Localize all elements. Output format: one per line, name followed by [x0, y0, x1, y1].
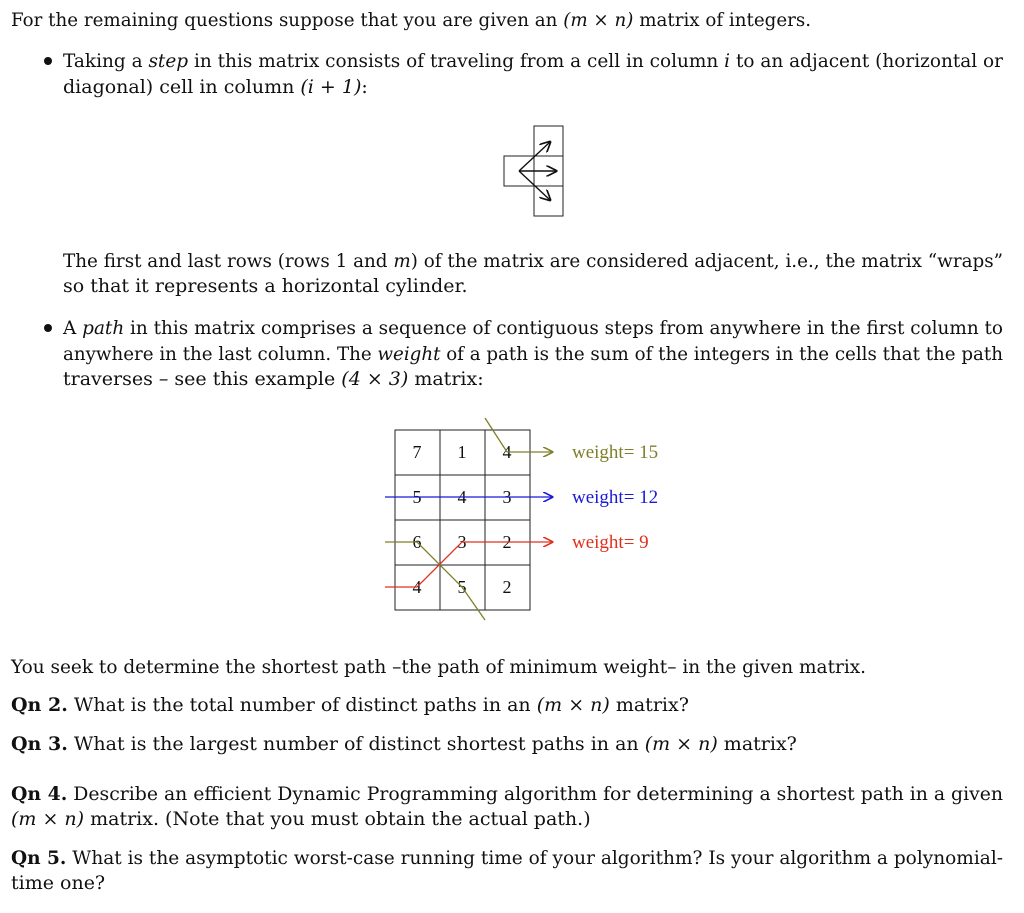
step-cell-up — [534, 126, 563, 156]
bullet-path — [44, 324, 52, 332]
step-text-b2: : — [361, 76, 368, 98]
path-text-c2: matrix: — [408, 368, 484, 390]
cell-r4-c3: 2 — [502, 577, 512, 597]
cell-r2-c3: 3 — [502, 487, 512, 507]
path-line-3 — [63, 366, 484, 392]
wrap-line-2: so that it represents a horizontal cylinder. — [63, 275, 468, 297]
question-3 — [11, 731, 797, 757]
question-5-line-1 — [11, 845, 1003, 871]
path-example-dims: (4 × 3) — [341, 368, 409, 390]
question-2-text-b: matrix? — [609, 694, 689, 716]
cell-r1-c2: 1 — [457, 442, 467, 462]
question-3-dims: (m × n) — [644, 733, 718, 755]
cell-r3-c1: 6 — [412, 532, 422, 552]
question-3-text-b: matrix? — [717, 733, 797, 755]
cell-r3-c3: 2 — [502, 532, 512, 552]
wrap-m: m — [393, 250, 411, 272]
question-5-text-a: What is the asymptotic worst-case running time of your algorithm? Is your algorithm a polynomial- — [66, 847, 1004, 869]
question-3-label: Qn 3. — [11, 733, 68, 755]
weight-labels — [572, 442, 658, 553]
path-text-c1: traverses – see this example — [63, 368, 342, 390]
weight-label-blue: weight= 12 — [572, 487, 659, 508]
cell-r1-c3: 4 — [502, 442, 512, 462]
question-5-line-2: time one? — [11, 872, 106, 894]
step-word: step — [148, 50, 189, 72]
step-line-2 — [63, 74, 368, 100]
question-2 — [11, 692, 689, 718]
path-word: path — [82, 317, 125, 339]
step-text-a2: in this matrix consists of traveling from a cell in column — [188, 50, 725, 72]
cell-r2-c2: 4 — [457, 487, 467, 507]
question-4-text-a: Describe an efficient Dynamic Programming algorithm for determining a shortest path in a given — [67, 783, 1004, 805]
path-text-a1: A — [63, 317, 83, 339]
step-diagram — [500, 122, 570, 220]
weight-label-olive: weight= 15 — [572, 442, 659, 463]
step-text-a3: to an adjacent (horizontal or — [730, 50, 1004, 72]
cell-r1-c1: 7 — [412, 442, 422, 462]
question-4-label: Qn 4. — [11, 783, 68, 805]
intro-text-before: For the remaining questions suppose that you are given an — [11, 9, 564, 31]
path-text-a2: in this matrix comprises a sequence of contiguous steps from anywhere in the first column to — [124, 317, 1004, 339]
step-cell-down — [534, 186, 563, 216]
question-2-text-a: What is the total number of distinct paths in an — [67, 694, 537, 716]
wrap-text-1a: The first and last rows (rows 1 and — [63, 250, 394, 272]
cell-r4-c2: 5 — [457, 577, 467, 597]
step-col-i: i — [724, 50, 731, 72]
question-3-text-a: What is the largest number of distinct shortest paths in an — [67, 733, 645, 755]
intro-line — [11, 7, 811, 33]
question-2-dims: (m × n) — [536, 694, 610, 716]
question-4-line-1 — [11, 781, 1003, 807]
path-line-1 — [63, 315, 1003, 341]
question-5-label: Qn 5. — [11, 847, 67, 869]
seek-text: You seek to determine the shortest path –the path of minimum weight– in the given matrix. — [11, 656, 867, 678]
weight-word: weight — [377, 343, 441, 365]
weight-label-red: weight= 9 — [572, 532, 649, 553]
path-text-b2: of a path is the sum of the integers in the cells that the path — [440, 343, 1003, 365]
step-text-b1: diagonal) cell in column — [63, 76, 301, 98]
step-text-a1: Taking a — [63, 50, 149, 72]
question-4-dims: (m × n) — [11, 808, 85, 830]
step-col-next: (i + 1) — [300, 76, 362, 98]
path-line-2 — [63, 341, 1003, 367]
question-2-label: Qn 2. — [11, 694, 68, 716]
question-4-text-b: matrix. (Note that you must obtain the actual path.) — [84, 808, 591, 830]
cell-r2-c1: 5 — [412, 487, 422, 507]
intro-dims: (m × n) — [563, 9, 634, 31]
cell-r4-c1: 4 — [412, 577, 422, 597]
example-matrix — [380, 410, 700, 625]
wrap-text-1b: ) of the matrix are considered adjacent, i.e., the matrix “wraps” — [410, 250, 1004, 272]
cell-r3-c2: 3 — [457, 532, 467, 552]
intro-text-after: matrix of integers. — [633, 9, 812, 31]
step-line-1 — [63, 48, 1003, 74]
bullet-step — [44, 57, 52, 65]
path-text-b1: anywhere in the last column. The — [63, 343, 378, 365]
path-olive — [385, 418, 552, 620]
question-4-line-2 — [11, 806, 591, 832]
wrap-line-1 — [63, 248, 1003, 274]
